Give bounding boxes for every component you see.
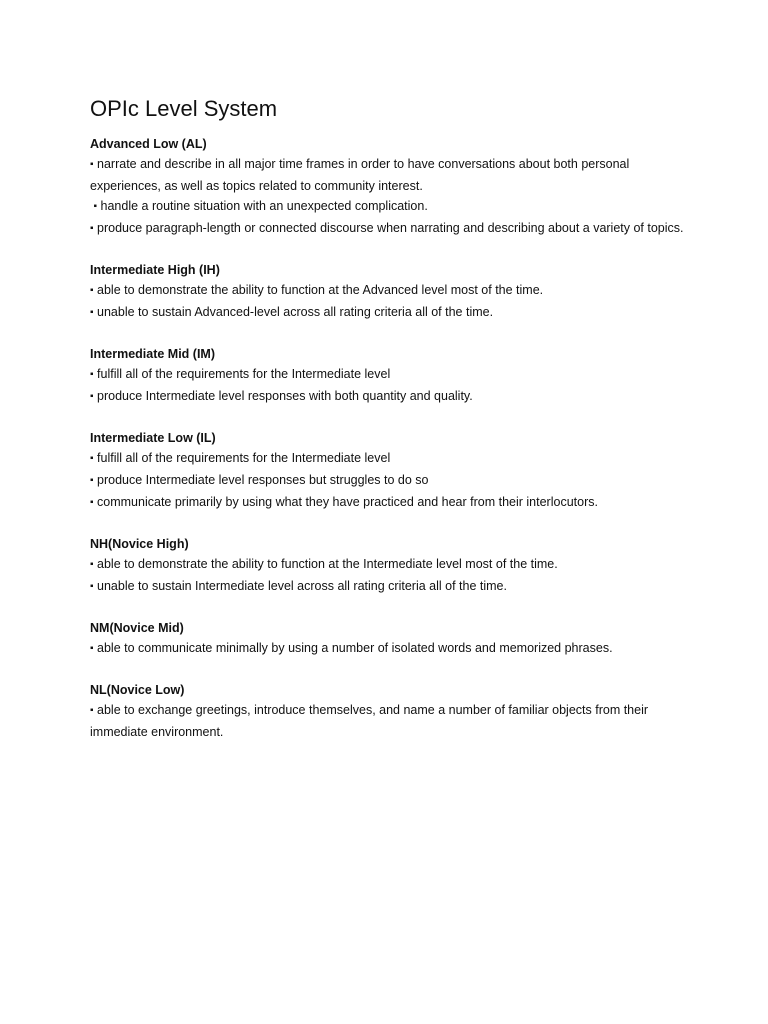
bullet-icon: ▪	[90, 475, 94, 486]
bullet-icon: ▪	[90, 391, 94, 402]
section-heading: NL(Novice Low)	[90, 683, 185, 697]
list-item	[90, 196, 690, 218]
section-novice-low	[90, 680, 690, 742]
list-item	[90, 364, 690, 386]
list-item	[90, 554, 690, 576]
bullet-icon: ▪	[90, 497, 94, 508]
list-item	[90, 302, 690, 324]
section-heading: NM(Novice Mid)	[90, 621, 184, 635]
section-heading: Intermediate High (IH)	[90, 263, 220, 277]
list-item	[90, 470, 690, 492]
list-item	[90, 638, 690, 660]
bullet-icon: ▪	[90, 159, 94, 170]
list-item-text: unable to sustain Advanced-level across all rating criteria all of the time.	[97, 305, 494, 319]
bullet-list	[90, 280, 690, 324]
section-heading: NH(Novice High)	[90, 537, 189, 551]
bullet-list	[90, 554, 690, 598]
section-novice-mid	[90, 618, 690, 660]
list-item-text: fulfill all of the requirements for the Intermediate level	[97, 451, 391, 465]
bullet-list	[90, 364, 690, 408]
bullet-icon: ▪	[90, 307, 94, 318]
list-item	[90, 576, 690, 598]
section-advanced-low	[90, 134, 690, 240]
list-item-text: unable to sustain Intermediate level across all rating criteria all of the time.	[97, 579, 507, 593]
bullet-icon: ▪	[90, 223, 94, 234]
bullet-list	[90, 638, 690, 660]
bullet-icon: ▪	[90, 705, 94, 716]
list-item	[90, 386, 690, 408]
list-item-text: narrate and describe in all major time frames in order to have conversations about both personal experiences, as well as topics related to community interest.	[90, 157, 630, 193]
list-item-text: able to exchange greetings, introduce themselves, and name a number of familiar objects from their immediate environment.	[90, 703, 649, 739]
section-heading: Advanced Low (AL)	[90, 137, 207, 151]
section-intermediate-low	[90, 428, 690, 514]
document-page	[90, 92, 690, 762]
list-item-text: able to communicate minimally by using a number of isolated words and memorized phrases.	[97, 641, 613, 655]
bullet-icon: ▪	[90, 643, 94, 654]
bullet-icon: ▪	[90, 559, 94, 570]
list-item-text: produce Intermediate level responses with both quantity and quality.	[97, 389, 473, 403]
list-item	[90, 700, 690, 742]
bullet-icon: ▪	[93, 201, 98, 212]
section-intermediate-high	[90, 260, 690, 324]
list-item	[90, 154, 690, 196]
list-item	[90, 218, 690, 240]
list-item-text: able to demonstrate the ability to function at the Intermediate level most of the time.	[97, 557, 558, 571]
bullet-icon: ▪	[90, 285, 94, 296]
list-item-text: produce paragraph-length or connected discourse when narrating and describing about a variety of topics.	[97, 221, 684, 235]
list-item-text: fulfill all of the requirements for the Intermediate level	[97, 367, 391, 381]
bullet-icon: ▪	[90, 453, 94, 464]
list-item-text: produce Intermediate level responses but struggles to do so	[97, 473, 429, 487]
section-heading: Intermediate Low (IL)	[90, 431, 216, 445]
section-heading: Intermediate Mid (IM)	[90, 347, 216, 361]
bullet-icon: ▪	[90, 581, 94, 592]
bullet-list	[90, 700, 690, 742]
list-item	[90, 448, 690, 470]
list-item-text: handle a routine situation with an unexpected complication.	[100, 199, 428, 213]
bullet-list	[90, 448, 690, 514]
section-intermediate-mid	[90, 344, 690, 408]
section-novice-high	[90, 534, 690, 598]
list-item	[90, 280, 690, 302]
bullet-icon: ▪	[90, 369, 94, 380]
document-title: OPIc Level System	[90, 96, 278, 121]
list-item-text: communicate primarily by using what they have practiced and hear from their interlocutors.	[97, 495, 598, 509]
list-item-text: able to demonstrate the ability to function at the Advanced level most of the time.	[97, 283, 544, 297]
list-item	[90, 492, 690, 514]
bullet-list	[90, 154, 690, 240]
